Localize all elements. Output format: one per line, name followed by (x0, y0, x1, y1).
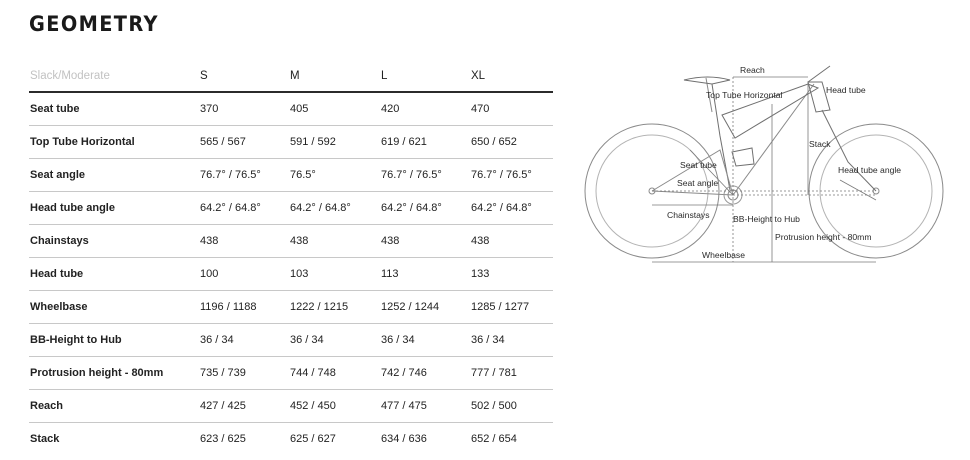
head-angle-line (840, 180, 876, 200)
table-cell: 438 (199, 225, 289, 258)
table-cell: 470 (470, 92, 553, 126)
table-cell: 64.2° / 64.8° (470, 192, 553, 225)
chainstays-label: Chainstays (667, 210, 710, 220)
seat-angle-label: Seat angle (677, 178, 719, 188)
saddle (684, 77, 730, 84)
table-row (29, 390, 553, 423)
size-header: M (289, 60, 380, 92)
table-cell: 1196 / 1188 (199, 291, 289, 324)
table-cell: 623 / 625 (200, 433, 246, 445)
table-row (29, 92, 553, 126)
table-row (29, 324, 553, 357)
table-cell: 742 / 746 (380, 357, 470, 390)
row-label: Seat tube (29, 92, 199, 126)
protrusion-label: Protrusion height - 80mm (775, 232, 872, 242)
table-row (29, 357, 553, 390)
table-cell: 735 / 739 (199, 357, 289, 390)
table-cell: 502 / 500 (470, 390, 553, 423)
table-cell: 652 / 654 (471, 433, 517, 445)
handlebar-stem (808, 66, 830, 82)
down-tube (733, 84, 814, 195)
table-cell: 438 (470, 225, 553, 258)
table-cell: 634 / 636 (381, 433, 427, 445)
table-row (29, 423, 553, 456)
table-row (29, 258, 553, 291)
table-cell: 133 (470, 258, 553, 291)
geometry-table (29, 60, 553, 455)
table-cell: 76.5° (289, 159, 380, 192)
row-label: Protrusion height - 80mm (29, 357, 199, 390)
table-cell: 427 / 425 (199, 390, 289, 423)
stack-label: Stack (809, 139, 831, 149)
bb-height-label: BB-Height to Hub (733, 214, 800, 224)
table-row (29, 126, 553, 159)
table-cell: 76.7° / 76.5° (380, 159, 470, 192)
table-cell: 36 / 34 (199, 324, 289, 357)
top-tube-label: Top Tube Horizontal (706, 90, 783, 100)
table-cell: 1222 / 1215 (289, 291, 380, 324)
table-cell: 625 / 627 (290, 433, 336, 445)
seat-tube-label: Seat tube (680, 160, 717, 170)
shock (732, 148, 754, 166)
table-cell: 103 (289, 258, 380, 291)
row-label: Head tube angle (29, 192, 199, 225)
table-cell: 113 (380, 258, 470, 291)
table-cell: 420 (380, 92, 470, 126)
row-label: BB-Height to Hub (29, 324, 199, 357)
row-label: Seat angle (29, 159, 199, 192)
table-cell: 36 / 34 (380, 324, 470, 357)
size-header: L (380, 60, 470, 92)
table-cell: 452 / 450 (289, 390, 380, 423)
head-tube-label: Head tube (826, 85, 866, 95)
table-header-row (29, 60, 553, 92)
reach-label: Reach (740, 65, 765, 75)
chainstay (652, 191, 733, 195)
table-cell: 1285 / 1277 (470, 291, 553, 324)
page-title: GEOMETRY (29, 12, 159, 36)
table-cell: 1252 / 1244 (380, 291, 470, 324)
size-header: XL (470, 60, 553, 92)
table-cell: 64.2° / 64.8° (199, 192, 289, 225)
row-label: Top Tube Horizontal (29, 126, 199, 159)
row-label: Chainstays (29, 225, 199, 258)
size-header: S (199, 60, 289, 92)
table-cell: 438 (289, 225, 380, 258)
table-cell: 76.7° / 76.5° (199, 159, 289, 192)
table-row (29, 159, 553, 192)
table-cell: 370 (199, 92, 289, 126)
table-cell: 438 (380, 225, 470, 258)
wheelbase-label: Wheelbase (702, 250, 745, 260)
table-cell: 36 / 34 (289, 324, 380, 357)
table-cell: 405 (289, 92, 380, 126)
row-label: Stack (30, 433, 60, 445)
table-cell: 64.2° / 64.8° (289, 192, 380, 225)
table-cell: 76.7° / 76.5° (470, 159, 553, 192)
row-label: Reach (29, 390, 199, 423)
table-corner-label: Slack/Moderate (29, 60, 199, 92)
table-row (29, 291, 553, 324)
seatstay (652, 150, 733, 195)
table-cell: 565 / 567 (199, 126, 289, 159)
fork (822, 110, 876, 191)
table-row (29, 225, 553, 258)
table-cell: 650 / 652 (470, 126, 553, 159)
table-cell: 100 (199, 258, 289, 291)
table-cell: 477 / 475 (380, 390, 470, 423)
table-cell: 64.2° / 64.8° (380, 192, 470, 225)
row-label: Head tube (29, 258, 199, 291)
table-cell: 619 / 621 (380, 126, 470, 159)
bike-geometry-diagram (578, 50, 950, 278)
table-cell: 591 / 592 (289, 126, 380, 159)
table-cell: 36 / 34 (470, 324, 553, 357)
table-cell: 777 / 781 (470, 357, 553, 390)
table-cell: 744 / 748 (289, 357, 380, 390)
row-label: Wheelbase (29, 291, 199, 324)
table-row (29, 192, 553, 225)
head-tube-angle-label: Head tube angle (838, 165, 902, 175)
